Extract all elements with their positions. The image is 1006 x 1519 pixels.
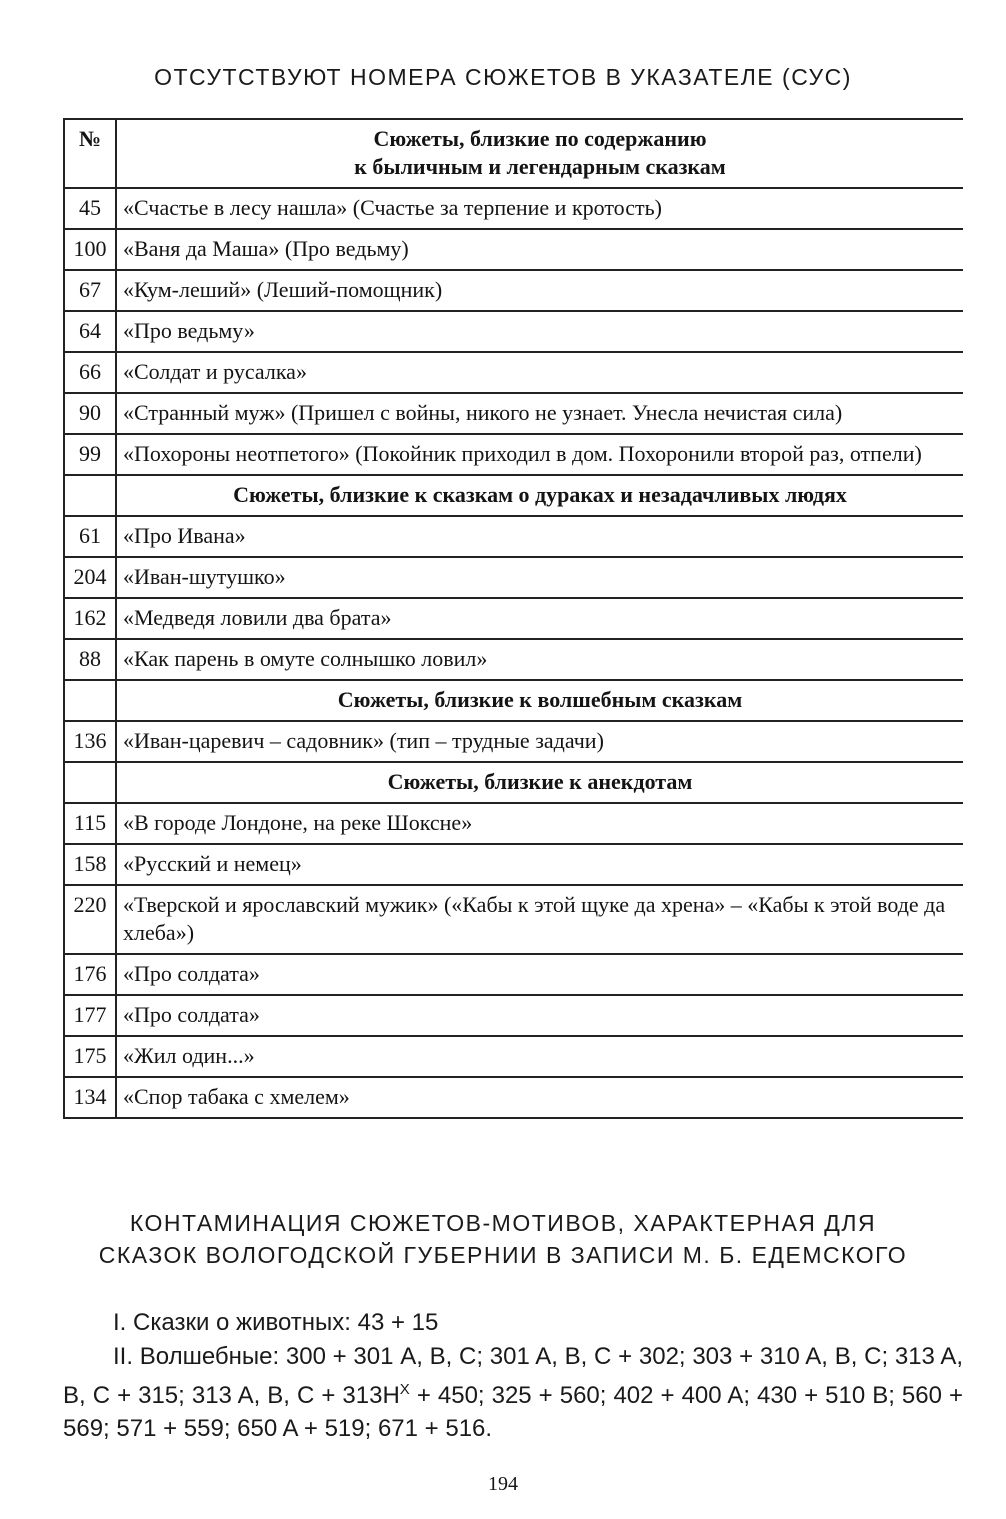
table-row bbox=[64, 1077, 963, 1118]
plot-title: «Спор табака с хмелем» bbox=[116, 1077, 963, 1118]
plot-number: 88 bbox=[64, 639, 116, 680]
table-row bbox=[64, 352, 963, 393]
heading-bottom-line1: КОНТАМИНАЦИЯ СЮЖЕТОВ-МОТИВОВ, ХАРАКТЕРНАЯ ДЛЯ bbox=[129, 1210, 877, 1236]
table-row bbox=[64, 270, 963, 311]
table-row bbox=[64, 885, 963, 954]
table-row bbox=[64, 639, 963, 680]
table-row bbox=[64, 188, 963, 229]
plot-title: «Русский и немец» bbox=[116, 844, 963, 885]
section-header-title: Сюжеты, близкие к анекдотам bbox=[116, 762, 963, 803]
table-row bbox=[64, 954, 963, 995]
section-header-title: Сюжеты, близкие к сказкам о дураках и незадачливых людях bbox=[116, 475, 963, 516]
plot-title: «Тверской и ярославский мужик» («Кабы к этой щуке да хрена» – «Кабы к этой воде да хлеба») bbox=[116, 885, 963, 954]
para2-text-a: II. Волшебные: 300 + 301 A, B, C; 301 A, B, C + 302; 303 + 310 A, B, C; 313 A, B, C + 315; 313 A, B, C + 313H bbox=[63, 1343, 963, 1409]
plot-number: 100 bbox=[64, 229, 116, 270]
table-header-row bbox=[64, 119, 963, 188]
plot-number: 158 bbox=[64, 844, 116, 885]
section-header-row bbox=[64, 680, 963, 721]
paragraph-animals: I. Сказки о животных: 43 + 15 bbox=[113, 1309, 439, 1336]
section-header-row bbox=[64, 475, 963, 516]
plot-title: «Счастье в лесу нашла» (Счастье за терпение и кротость) bbox=[116, 188, 963, 229]
table-row bbox=[64, 393, 963, 434]
table-row bbox=[64, 844, 963, 885]
plot-title: «Похороны неотпетого» (Покойник приходил в дом. Похоронили второй раз, отпели) bbox=[116, 434, 963, 475]
para2-superscript: X bbox=[399, 1381, 410, 1398]
plots-table bbox=[63, 118, 963, 1119]
page-number: 194 bbox=[488, 1473, 518, 1495]
section-header-empty-cell bbox=[64, 762, 116, 803]
plot-title: «В городе Лондоне, на реке Шоксне» bbox=[116, 803, 963, 844]
table-row bbox=[64, 311, 963, 352]
plot-title: «Про солдата» bbox=[116, 954, 963, 995]
plot-number: 45 bbox=[64, 188, 116, 229]
table-row bbox=[64, 516, 963, 557]
paragraph-magic bbox=[63, 1340, 963, 1445]
table-row bbox=[64, 803, 963, 844]
plot-number: 66 bbox=[64, 352, 116, 393]
page-heading-top: ОТСУТСТВУЮТ НОМЕРА СЮЖЕТОВ В УКАЗАТЕЛЕ (СУС) bbox=[154, 64, 852, 90]
para2-text-b: + 450; 325 + 560; 402 + 400 A; 430 + 510 B; 560 + 569; 571 + 559; 650 A + 519; 671 + 516. bbox=[63, 1382, 963, 1442]
table-row bbox=[64, 434, 963, 475]
plot-title: «Кум-леший» (Леший-помощник) bbox=[116, 270, 963, 311]
plot-title: «Странный муж» (Пришел с войны, никого не узнает. Унесла нечистая сила) bbox=[116, 393, 963, 434]
plot-title: «Про Ивана» bbox=[116, 516, 963, 557]
section-header-row bbox=[64, 762, 963, 803]
table-row bbox=[64, 229, 963, 270]
plot-title: «Солдат и русалка» bbox=[116, 352, 963, 393]
plot-title: «Как парень в омуте солнышко ловил» bbox=[116, 639, 963, 680]
plot-number: 90 bbox=[64, 393, 116, 434]
plot-number: 64 bbox=[64, 311, 116, 352]
plot-number: 204 bbox=[64, 557, 116, 598]
plot-number: 175 bbox=[64, 1036, 116, 1077]
plot-number: 176 bbox=[64, 954, 116, 995]
table-row bbox=[64, 721, 963, 762]
plot-number: 67 bbox=[64, 270, 116, 311]
table-row bbox=[64, 557, 963, 598]
table-row bbox=[64, 995, 963, 1036]
col-number-header: № bbox=[64, 119, 116, 188]
heading-bottom-line2: СКАЗОК ВОЛОГОДСКОЙ ГУБЕРНИИ В ЗАПИСИ М. Б. ЕДЕМСКОГО bbox=[98, 1242, 908, 1268]
table-body bbox=[64, 188, 963, 1118]
plot-title: «Про ведьму» bbox=[116, 311, 963, 352]
plot-number: 162 bbox=[64, 598, 116, 639]
col-title-line2: к быличным и легендарным сказкам bbox=[354, 154, 726, 179]
plot-title: «Медведя ловили два брата» bbox=[116, 598, 963, 639]
plot-number: 136 bbox=[64, 721, 116, 762]
plot-number: 177 bbox=[64, 995, 116, 1036]
plot-number: 99 bbox=[64, 434, 116, 475]
page-heading-bottom bbox=[0, 1207, 1006, 1271]
plot-number: 220 bbox=[64, 885, 116, 954]
plot-title: «Иван-царевич – садовник» (тип – трудные задачи) bbox=[116, 721, 963, 762]
section-header-title: Сюжеты, близкие к волшебным сказкам bbox=[116, 680, 963, 721]
plot-title: «Жил один...» bbox=[116, 1036, 963, 1077]
table-row bbox=[64, 1036, 963, 1077]
plot-number: 134 bbox=[64, 1077, 116, 1118]
section-header-empty-cell bbox=[64, 680, 116, 721]
plot-title: «Про солдата» bbox=[116, 995, 963, 1036]
col-title-line1: Сюжеты, близкие по содержанию bbox=[373, 126, 707, 151]
plot-title: «Иван-шутушко» bbox=[116, 557, 963, 598]
plot-number: 115 bbox=[64, 803, 116, 844]
plot-number: 61 bbox=[64, 516, 116, 557]
col-title-header bbox=[116, 119, 963, 188]
section-header-empty-cell bbox=[64, 475, 116, 516]
table-row bbox=[64, 598, 963, 639]
plot-title: «Ваня да Маша» (Про ведьму) bbox=[116, 229, 963, 270]
